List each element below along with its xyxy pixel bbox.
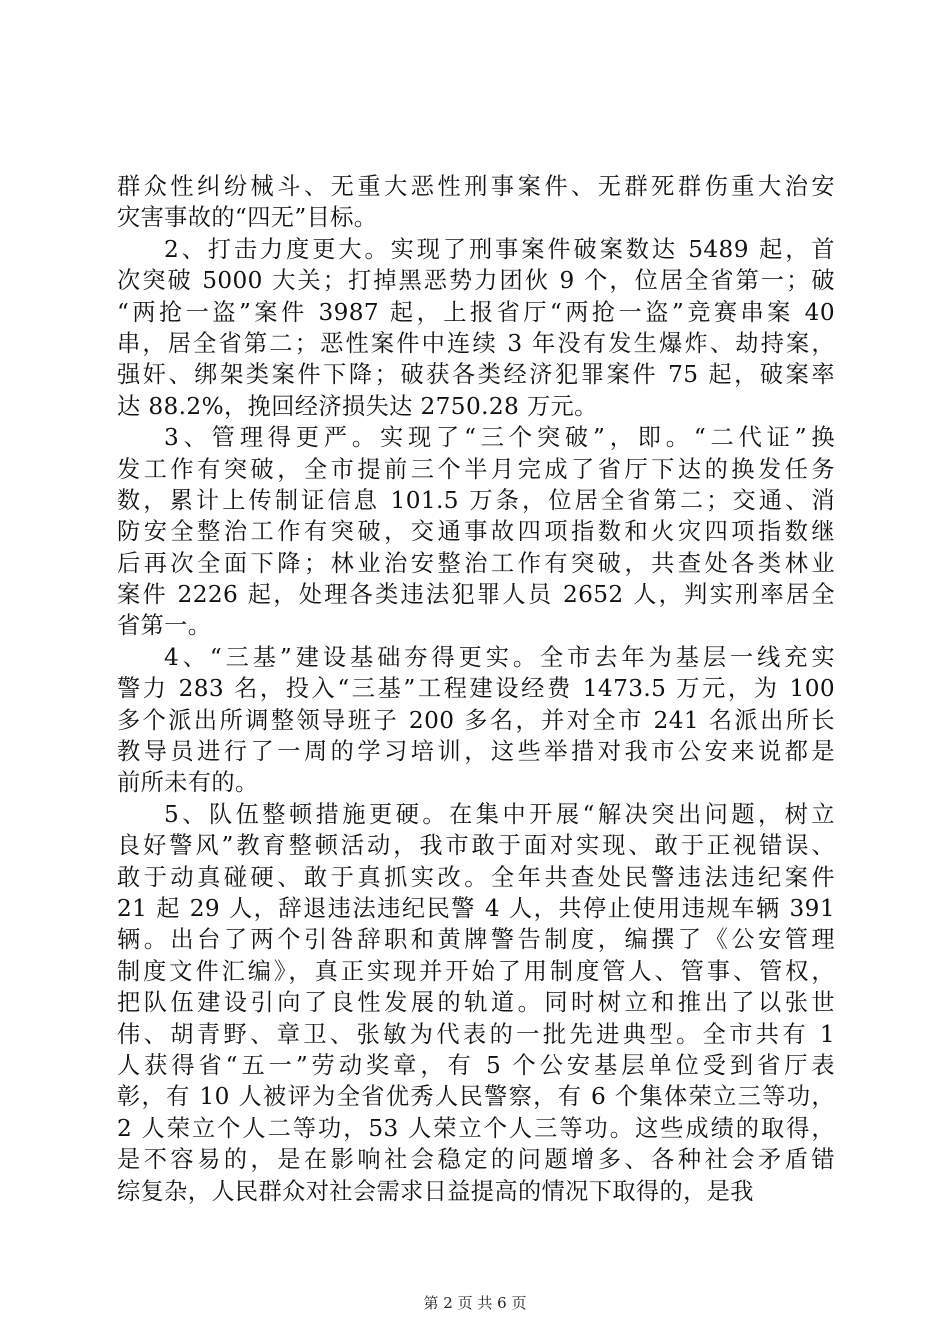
- text-line: 发工作有突破，全市提前三个半月完成了省厅下达的换发任务: [117, 455, 835, 483]
- text-line: 3、管理得更严。实现了“三个突破”，即。“二代证”换: [164, 424, 835, 452]
- paragraph: [117, 799, 835, 1207]
- text-line: 多个派出所调整领导班子 200 多名，并对全市 241 名派出所长: [117, 706, 835, 734]
- text-line: “两抢一盗”案件 3987 起，上报省厅“两抢一盗”竞赛串案 40: [117, 298, 835, 326]
- text-line: 数，累计上传制证信息 101.5 万条，位居全省第二；交通、消: [117, 486, 835, 514]
- text-line: 21 起 29 人，辞退违法违纪民警 4 人，共停止使用违规车辆 391: [117, 894, 835, 922]
- text-line: 人获得省“五一”劳动奖章，有 5 个公安基层单位受到省厅表: [117, 1051, 835, 1079]
- text-line: 综复杂，人民群众对社会需求日益提高的情况下取得的，是我: [117, 1177, 754, 1205]
- text-line: 教导员进行了一周的学习培训，这些举措对我市公安来说都是: [117, 738, 835, 766]
- document-body: [117, 171, 835, 1207]
- text-line: 警力 283 名，投入“三基”工程建设经费 1473.5 万元，为 100: [117, 675, 835, 703]
- text-line: 伟、胡青野、章卫、张敏为代表的一批先进典型。全市共有 1: [117, 1020, 835, 1048]
- text-line: 4、“三基”建设基础夯得更实。全市去年为基层一线充实: [164, 643, 835, 671]
- text-line: 案件 2226 起，处理各类违法犯罪人员 2652 人，判实刑率居全: [117, 581, 835, 609]
- text-line: 彰，有 10 人被评为全省优秀人民警察，有 6 个集体荣立三等功，: [117, 1083, 835, 1111]
- page-number-footer: 第 2 页 共 6 页: [423, 1294, 527, 1312]
- text-line: 后再次全面下降；林业治安整治工作有突破，共查处各类林业: [117, 549, 835, 577]
- text-line: 达 88.2%，挽回经济损失达 2750.28 万元。: [117, 392, 598, 420]
- text-line: 制度文件汇编》，真正实现并开始了用制度管人、管事、管权，: [117, 957, 835, 985]
- text-line: 把队伍建设引向了良性发展的轨道。同时树立和推出了以张世: [117, 989, 835, 1017]
- text-line: 是不容易的，是在影响社会稳定的问题增多、各种社会矛盾错: [117, 1146, 835, 1174]
- text-line: 5、队伍整顿措施更硬。在集中开展“解决突出问题，树立: [164, 800, 835, 828]
- text-line: 次突破 5000 大关；打掉黑恶势力团伙 9 个，位居全省第一；破: [117, 267, 835, 295]
- text-line: 2 人荣立个人二等功，53 人荣立个人三等功。这些成绩的取得，: [117, 1114, 835, 1142]
- text-line: 防安全整治工作有突破，交通事故四项指数和火灾四项指数继: [117, 518, 835, 546]
- text-line: 前所未有的。: [117, 769, 259, 797]
- text-line: 串，居全省第二；恶性案件中连续 3 年没有发生爆炸、劫持案，: [117, 329, 835, 357]
- paragraph: [117, 171, 835, 234]
- text-line: 群众性纠纷械斗、无重大恶性刑事案件、无群死群伤重大治安: [117, 173, 835, 200]
- text-line: 辆。出台了两个引咎辞职和黄牌警告制度，编撰了《公安管理: [117, 926, 835, 954]
- text-line: 强奸、绑架类案件下降；破获各类经济犯罪案件 75 起，破案率: [117, 361, 835, 389]
- paragraph: [117, 642, 835, 799]
- text-line: 灾害事故的“四无”目标。: [117, 204, 378, 232]
- paragraph: [117, 234, 835, 422]
- text-line: 2、打击力度更大。实现了刑事案件破案数达 5489 起，首: [164, 235, 835, 263]
- text-line: 敢于动真碰硬、敢于真抓实改。全年共查处民警违法违纪案件: [117, 863, 835, 891]
- text-line: 省第一。: [117, 612, 212, 640]
- paragraph: [117, 422, 835, 642]
- text-line: 良好警风”教育整顿活动，我市敢于面对实现、敢于正视错误、: [117, 832, 835, 860]
